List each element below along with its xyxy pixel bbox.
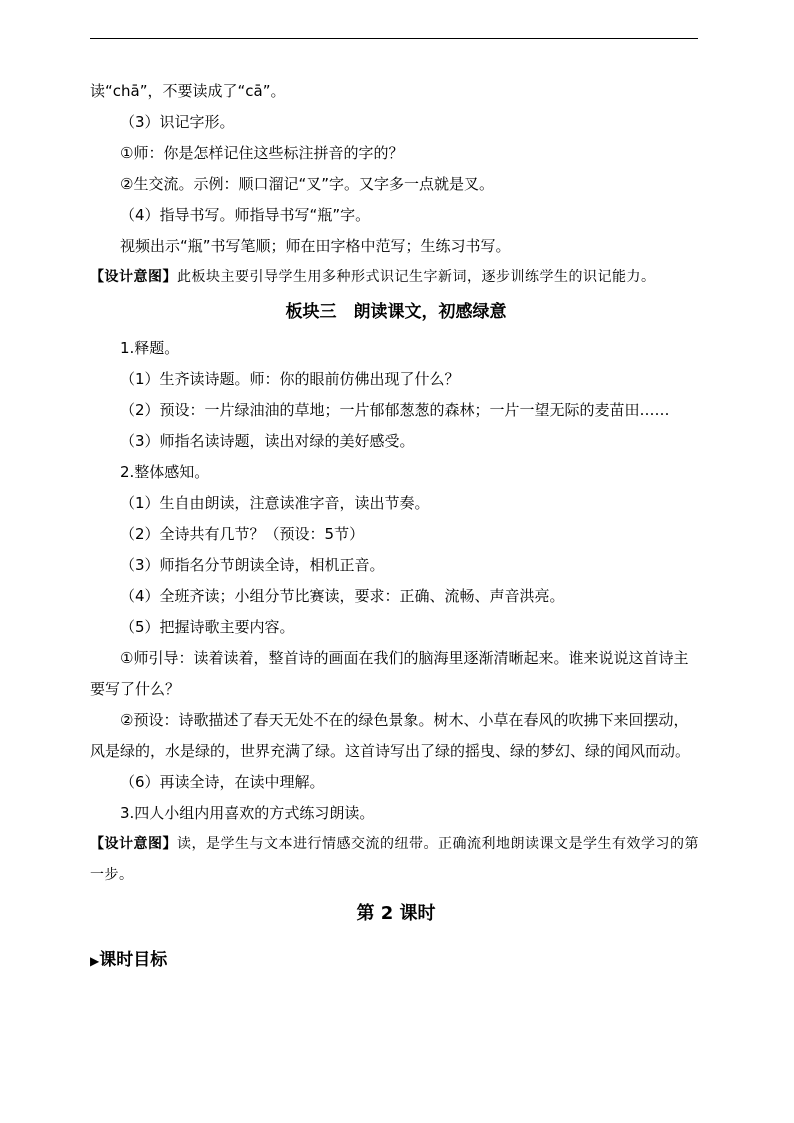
text-line: （1）生齐读诗题。师：你的眼前仿佛出现了什么？: [120, 370, 460, 388]
text-line: 1.释题。: [120, 339, 180, 357]
document-body: [90, 76, 702, 977]
design-intent-tag: 【设计意图】: [90, 269, 177, 285]
header-rule: [90, 38, 698, 39]
design-intent-paragraph: [90, 829, 702, 891]
text-line: （3）识记字形。: [120, 113, 235, 131]
design-intent-text: 读，是学生与文本进行情感交流的纽带。正确流利地朗读课文是学生有效学习的第一步。: [90, 836, 699, 883]
text-line: （1）生自由朗读，注意读准字音，读出节奏。: [120, 494, 430, 512]
goal-heading: [90, 937, 702, 977]
design-intent-text: 此板块主要引导学生用多种形式识记生字新词，逐步训练学生的识记能力。: [177, 269, 656, 285]
text-line: （5）把握诗歌主要内容。: [120, 618, 295, 636]
paragraph-guide: ①师引导：读着读着，整首诗的画面在我们的脑海里逐渐清晰起来。谁来说说这首诗主要写了什么？: [90, 649, 689, 698]
design-intent-tag: 【设计意图】: [90, 836, 177, 852]
paragraph-preset: ②预设：诗歌描述了春天无处不在的绿色景象。树木、小草在春风的吹拂下来回摆动，风是绿的，水是绿的，世界充满了绿。这首诗写出了绿的摇曳、绿的梦幻、绿的闻风而动。: [90, 711, 691, 760]
text-line: ①师：你是怎样记住这些标注拼音的字的？: [120, 144, 404, 162]
design-intent-paragraph: [90, 262, 702, 293]
text-line: 2.整体感知。: [120, 463, 210, 481]
text-line: ②生交流。示例：顺口溜记“叉”字。又字多一点就是叉。: [120, 175, 494, 193]
text-line: （2）预设：一片绿油油的草地；一片郁郁葱葱的森林；一片一望无际的麦苗田……: [120, 401, 670, 419]
text-line: （2）全诗共有几节？（预设：5节）: [120, 525, 365, 543]
text-line: （6）再读全诗，在读中理解。: [120, 773, 325, 791]
text-line: 读“chā”，不要读成了“cā”。: [90, 82, 286, 100]
text-line: （3）师指名分节朗读全诗，相机正音。: [120, 556, 385, 574]
text-line: （4）全班齐读；小组分节比赛读，要求：正确、流畅、声音洪亮。: [120, 587, 565, 605]
lesson-title: 第 2 课时: [356, 903, 436, 924]
section-heading: 板块三 朗读课文，初感绿意: [285, 302, 507, 322]
text-line: 3.四人小组内用喜欢的方式练习朗读。: [120, 804, 375, 822]
text-line: （3）师指名读诗题，读出对绿的美好感受。: [120, 432, 415, 450]
text-line: 视频出示“瓶”书写笔顺；师在田字格中范写；生练习书写。: [120, 237, 511, 255]
text-line: （4）指导书写。师指导书写“瓶”字。: [120, 206, 371, 224]
triangle-marker-icon: ▶: [90, 954, 100, 968]
goal-title: 课时目标: [99, 950, 168, 970]
